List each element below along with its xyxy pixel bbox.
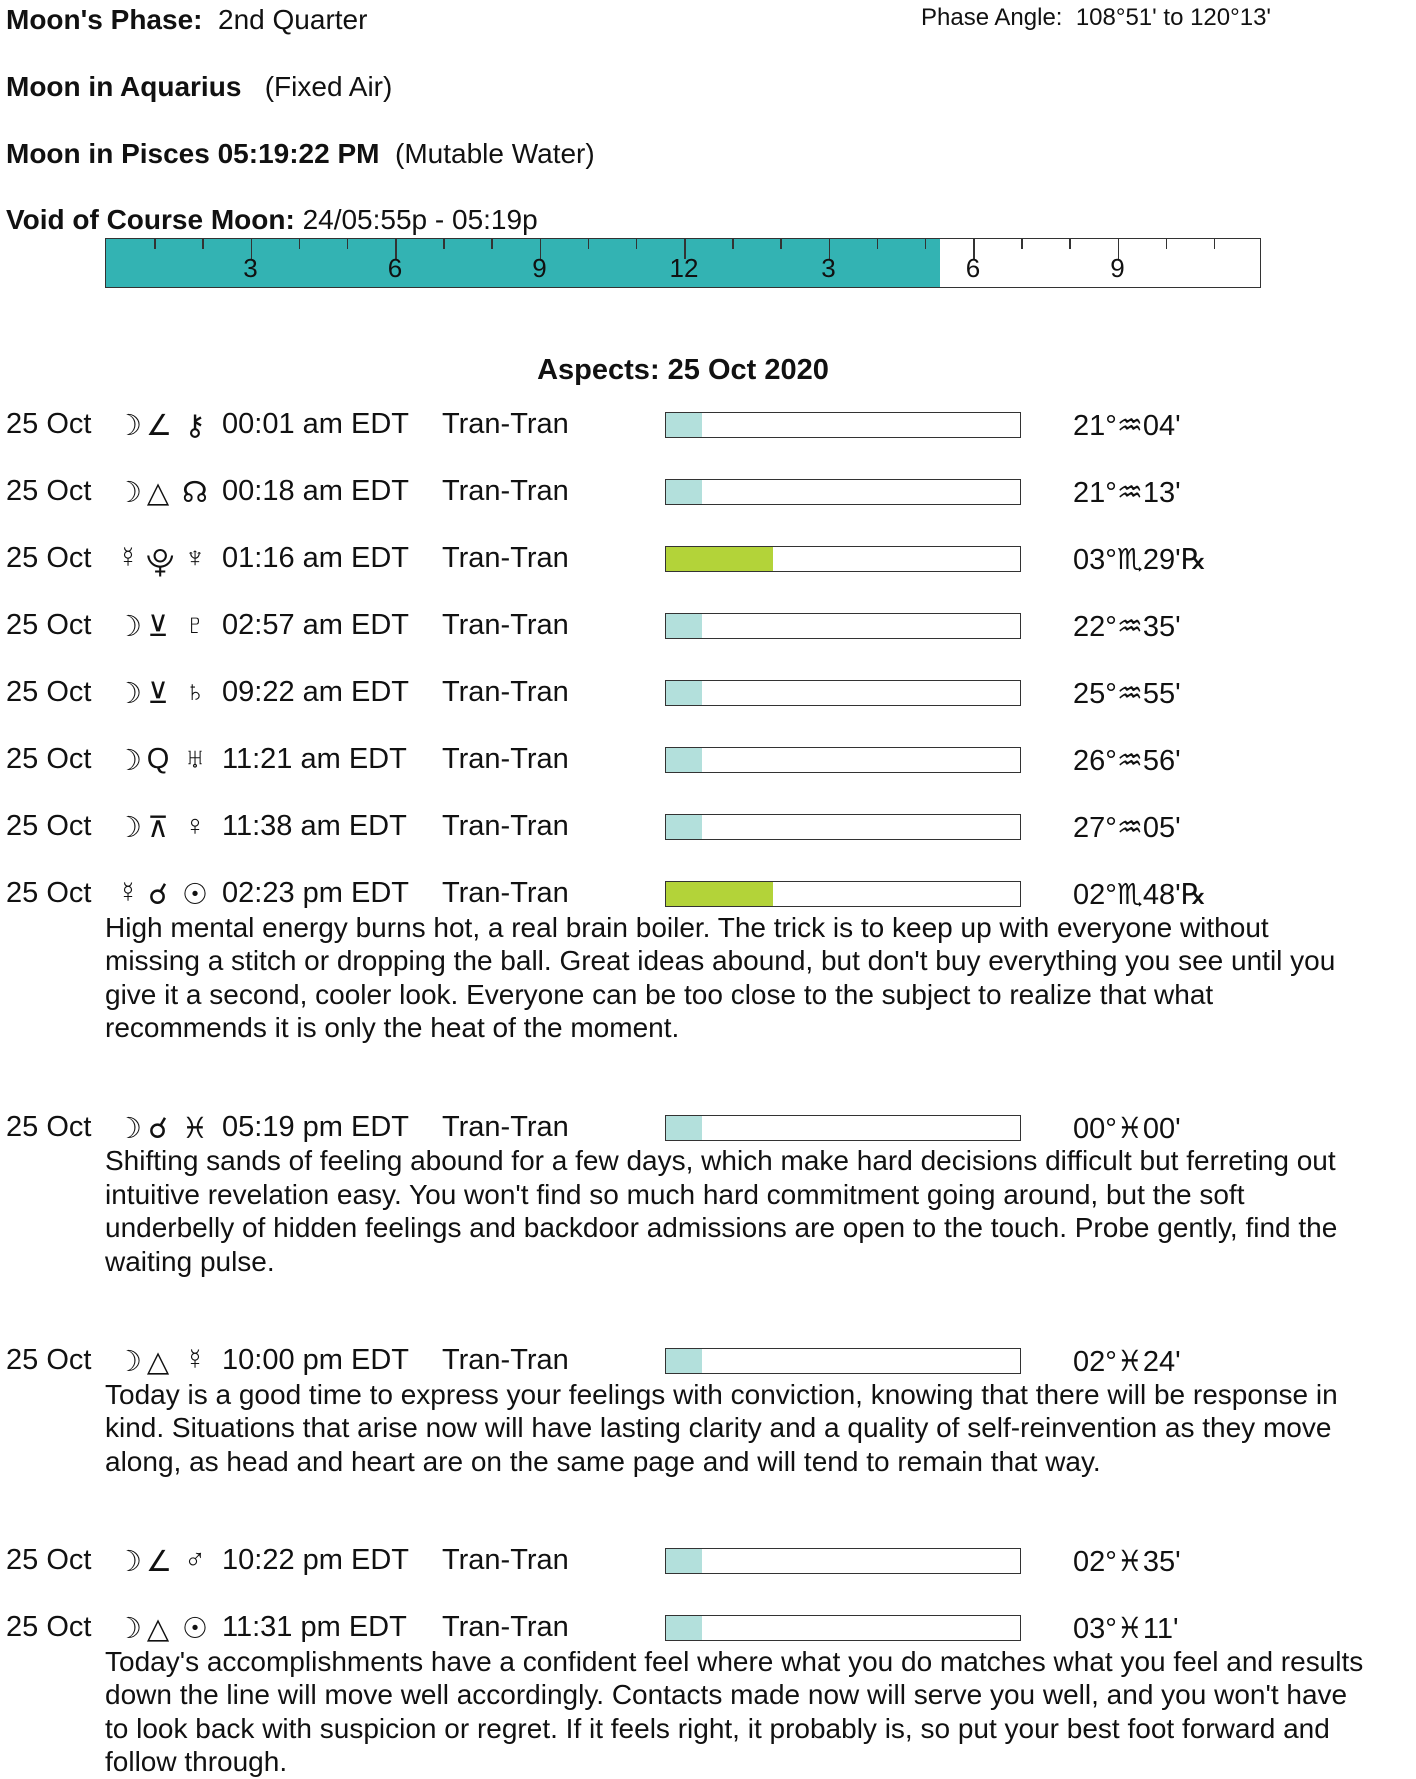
aspect-planet-icon: ☿: [117, 877, 139, 909]
aspect-symbol-icon: Q: [146, 743, 170, 775]
aspect-degree: 21°♒04': [1073, 410, 1181, 442]
aspect-type: Tran-Tran: [442, 877, 569, 909]
aspect-type: Tran-Tran: [442, 1544, 569, 1576]
aspect-type: Tran-Tran: [442, 1611, 569, 1643]
aspect-degree: 26°♒56': [1073, 745, 1181, 777]
aspect-row: [0, 542, 1416, 578]
aspect-strength-bar: [665, 747, 1021, 773]
aspect-symbol-icon: ☌: [148, 1112, 168, 1145]
timeline-tick: [1069, 239, 1071, 249]
timeline-tick-label: 12: [669, 253, 699, 283]
timeline-tick: [925, 239, 927, 249]
aspect-strength-bar: [665, 546, 1021, 572]
aspect-type: Tran-Tran: [442, 1110, 569, 1143]
aspect-time: 09:22 am EDT: [222, 676, 409, 708]
aspect-date: 25 Oct: [6, 408, 92, 440]
aspect-symbol-icon: △: [146, 1613, 170, 1645]
aspect-planet-icon: ☽: [116, 477, 142, 509]
aspect-type: Tran-Tran: [442, 676, 569, 708]
timeline-tick: [154, 239, 156, 249]
timeline-tick-label: 9: [1110, 253, 1125, 283]
timeline-tick: [347, 239, 349, 249]
aspect-target-icon: ♂: [184, 1544, 206, 1576]
aspect-degree: 00°♓00': [1073, 1112, 1181, 1145]
timeline-tick-label: 9: [532, 253, 547, 283]
aspect-time: 00:18 am EDT: [222, 475, 409, 507]
aspect-symbol-icon: ⊻: [147, 611, 169, 643]
void-of-course-line: [6, 204, 538, 236]
timeline-tick: [732, 239, 734, 249]
aspect-time: 10:22 pm EDT: [222, 1544, 409, 1576]
aspect-degree: 02°♓35': [1073, 1546, 1181, 1578]
aspect-planet-icon: ☽: [116, 410, 142, 442]
moon-sign-quality: (Fixed Air): [264, 71, 393, 102]
aspect-date: 25 Oct: [6, 1344, 92, 1376]
aspect-strength-bar: [665, 412, 1021, 438]
aspect-type: Tran-Tran: [442, 1344, 569, 1376]
aspect-degree: 02°♏48'℞: [1073, 879, 1207, 911]
aspect-strength-bar: [665, 680, 1021, 706]
voc-label: Void of Course Moon:: [6, 204, 295, 235]
aspect-strength-bar: [665, 1115, 1021, 1141]
aspect-time: 11:38 am EDT: [222, 810, 407, 842]
aspect-row: [0, 1111, 1416, 1147]
aspect-target-icon: ♀: [184, 810, 206, 842]
aspect-degree: 21°♒13': [1073, 477, 1181, 509]
aspect-symbol-icon: ∠: [146, 1546, 172, 1578]
aspect-degree: 03°♏29'℞: [1073, 544, 1207, 576]
aspect-strength-fill: [666, 1616, 702, 1640]
aspect-strength-bar: [665, 1548, 1021, 1574]
aspect-symbol-icon: ∠: [146, 410, 172, 442]
moon-ingress-label: Moon in Pisces 05:19:22 PM: [6, 138, 380, 169]
aspect-target-icon: ♅: [184, 743, 206, 775]
aspect-type: Tran-Tran: [442, 408, 569, 440]
aspect-row: [0, 1344, 1416, 1380]
aspect-row: [0, 609, 1416, 645]
aspect-date: 25 Oct: [6, 475, 92, 507]
aspect-target-icon: ☊: [182, 477, 208, 509]
phase-angle: [921, 4, 1271, 32]
aspect-strength-bar: [665, 814, 1021, 840]
aspect-type: Tran-Tran: [442, 542, 569, 574]
aspect-strength-bar: [665, 1348, 1021, 1374]
aspect-date: 25 Oct: [6, 877, 92, 909]
aspect-description: Today's accomplishments have a confident feel where what you do matches what you feel and results down the line will move well accordingly. Contacts made now will serve you well, and you won't have to look back with suspicion or regret. If it feels right, it probably is, so put your best foot forward and follow through.: [105, 1645, 1364, 1777]
aspect-time: 05:19 pm EDT: [222, 1110, 409, 1143]
timeline-tick: [443, 239, 445, 249]
aspect-row: [0, 676, 1416, 712]
aspect-row: [0, 475, 1416, 511]
timeline-tick: [636, 239, 638, 249]
void-of-course-fill: [106, 239, 940, 287]
aspect-date: 25 Oct: [6, 1110, 92, 1143]
aspect-row: [0, 1611, 1416, 1647]
aspect-target-icon: ⚷: [184, 410, 206, 442]
aspect-date: 25 Oct: [6, 810, 92, 842]
aspect-strength-bar: [665, 613, 1021, 639]
aspect-description: Shifting sands of feeling abound for a few days, which make hard decisions difficult but ferreting out intuitive revelation easy. You won't find so much hard commitment going around, but the soft underbelly of hidden feelings and backdoor admissions are open to the touch. Probe gently, find the waiting pulse.: [105, 1145, 1338, 1277]
timeline-tick: [1021, 239, 1023, 249]
aspect-type: Tran-Tran: [442, 743, 569, 775]
moon-ingress-line: [6, 138, 595, 170]
timeline-tick: [202, 239, 204, 249]
timeline-tick: [588, 239, 590, 249]
aspect-target-icon: ♓: [182, 1112, 208, 1145]
aspect-date: 25 Oct: [6, 542, 92, 574]
aspect-degree: 27°♒05': [1073, 812, 1181, 844]
aspect-planet-icon: ☽: [116, 812, 142, 844]
aspect-type: Tran-Tran: [442, 475, 569, 507]
aspect-row: [0, 408, 1416, 444]
aspect-date: 25 Oct: [6, 1611, 92, 1643]
aspect-strength-fill: [666, 480, 702, 504]
aspect-description: Today is a good time to express your feelings with conviction, knowing that there will be response in kind. Situations that arise now will have lasting clarity and a quality of self-reinvention as they move along, as head and heart are on the same page and will tend to remain that way.: [105, 1378, 1338, 1477]
aspect-strength-fill: [666, 1349, 702, 1373]
aspect-strength-bar: [665, 479, 1021, 505]
aspect-symbol-icon: △: [146, 1346, 170, 1378]
moon-sign-label: Moon in Aquarius: [6, 71, 242, 102]
aspect-target-icon: ☉: [182, 879, 208, 911]
timeline-tick-label: 3: [243, 253, 258, 283]
aspect-symbol-icon: ☌: [148, 879, 168, 911]
aspect-time: 10:00 pm EDT: [222, 1344, 409, 1376]
aspect-strength-bar: [665, 1615, 1021, 1641]
aspect-strength-fill: [666, 1116, 702, 1140]
aspect-target-icon: ☿: [184, 1344, 206, 1376]
timeline-tick: [491, 239, 493, 249]
timeline-tick: [1166, 239, 1168, 249]
aspect-time: 00:01 am EDT: [222, 408, 409, 440]
aspect-time: 11:21 am EDT: [222, 743, 407, 775]
aspect-row: [0, 1544, 1416, 1580]
moon-phase-label: Moon's Phase:: [6, 4, 203, 35]
aspect-planet-icon: ☽: [116, 745, 142, 777]
aspect-strength-bar: [665, 881, 1021, 907]
aspect-strength-fill: [666, 815, 702, 839]
aspect-target-icon: ♄: [184, 676, 206, 708]
aspect-strength-fill: [666, 882, 773, 906]
aspect-row: [0, 877, 1416, 913]
aspect-target-icon: ♆: [184, 542, 206, 574]
aspect-row: [0, 743, 1416, 779]
aspects-title: Aspects: 25 Oct 2020: [537, 354, 829, 386]
aspect-date: 25 Oct: [6, 676, 92, 708]
aspect-planet-icon: ☽: [116, 1346, 142, 1378]
aspect-strength-fill: [666, 413, 702, 437]
void-of-course-timeline: [105, 238, 1261, 288]
aspect-degree: 22°♒35': [1073, 611, 1181, 643]
aspect-planet-icon: ☽: [116, 678, 142, 710]
aspect-date: 25 Oct: [6, 743, 92, 775]
aspect-planet-icon: ☽: [116, 1546, 142, 1578]
moon-sign-line: [6, 71, 392, 103]
aspect-planet-icon: ☽: [116, 611, 142, 643]
aspect-type: Tran-Tran: [442, 609, 569, 641]
timeline-tick-label: 3: [821, 253, 836, 283]
aspect-symbol-icon: ⊼: [147, 812, 169, 844]
timeline-tick-label: 6: [965, 253, 981, 283]
aspect-date: 25 Oct: [6, 1544, 92, 1576]
timeline-tick: [877, 239, 879, 249]
aspect-degree: 03°♓11': [1073, 1613, 1179, 1645]
moon-phase-line: [6, 4, 367, 36]
timeline-tick: [780, 239, 782, 249]
aspect-strength-fill: [666, 1549, 702, 1573]
aspect-row: [0, 810, 1416, 846]
aspect-date: 25 Oct: [6, 609, 92, 641]
aspect-symbol-icon: △: [146, 477, 170, 509]
moon-ingress-quality: (Mutable Water): [395, 138, 595, 169]
aspect-planet-icon: ☿: [117, 542, 139, 574]
timeline-tick: [1214, 239, 1216, 249]
phase-angle-value: 108°51' to 120°13': [1075, 4, 1271, 31]
aspect-target-icon: ♇: [184, 609, 206, 641]
aspect-degree: 25°♒55': [1073, 678, 1181, 710]
aspect-target-icon: ☉: [182, 1613, 208, 1645]
aspect-symbol-icon: ⊻: [147, 678, 169, 710]
aspect-time: 11:31 pm EDT: [222, 1611, 407, 1643]
aspect-time: 02:23 pm EDT: [222, 877, 409, 909]
aspect-degree: 02°♓24': [1073, 1346, 1181, 1378]
voc-value: 24/05:55p - 05:19p: [302, 204, 538, 235]
moon-phase-value: 2nd Quarter: [218, 4, 368, 35]
aspect-planet-icon: ☽: [116, 1613, 142, 1645]
aspect-symbol-icon: ⯓: [146, 547, 175, 579]
phase-angle-label: Phase Angle:: [921, 4, 1063, 31]
aspect-strength-fill: [666, 614, 702, 638]
aspect-time: 01:16 am EDT: [222, 542, 409, 574]
aspect-time: 02:57 am EDT: [222, 609, 409, 641]
aspect-description: High mental energy burns hot, a real brain boiler. The trick is to keep up with everyone without missing a stitch or dropping the ball. Great ideas abound, but don't buy everything you see until you give it a second, cooler look. Everyone can be too close to the subject to realize that what recommends it is only the heat of the moment.: [105, 911, 1336, 1043]
aspect-strength-fill: [666, 748, 702, 772]
aspect-strength-fill: [666, 681, 702, 705]
timeline-tick: [299, 239, 301, 249]
aspect-planet-icon: ☽: [116, 1112, 142, 1145]
aspect-type: Tran-Tran: [442, 810, 569, 842]
aspect-strength-fill: [666, 547, 773, 571]
timeline-tick-label: 6: [387, 253, 403, 283]
